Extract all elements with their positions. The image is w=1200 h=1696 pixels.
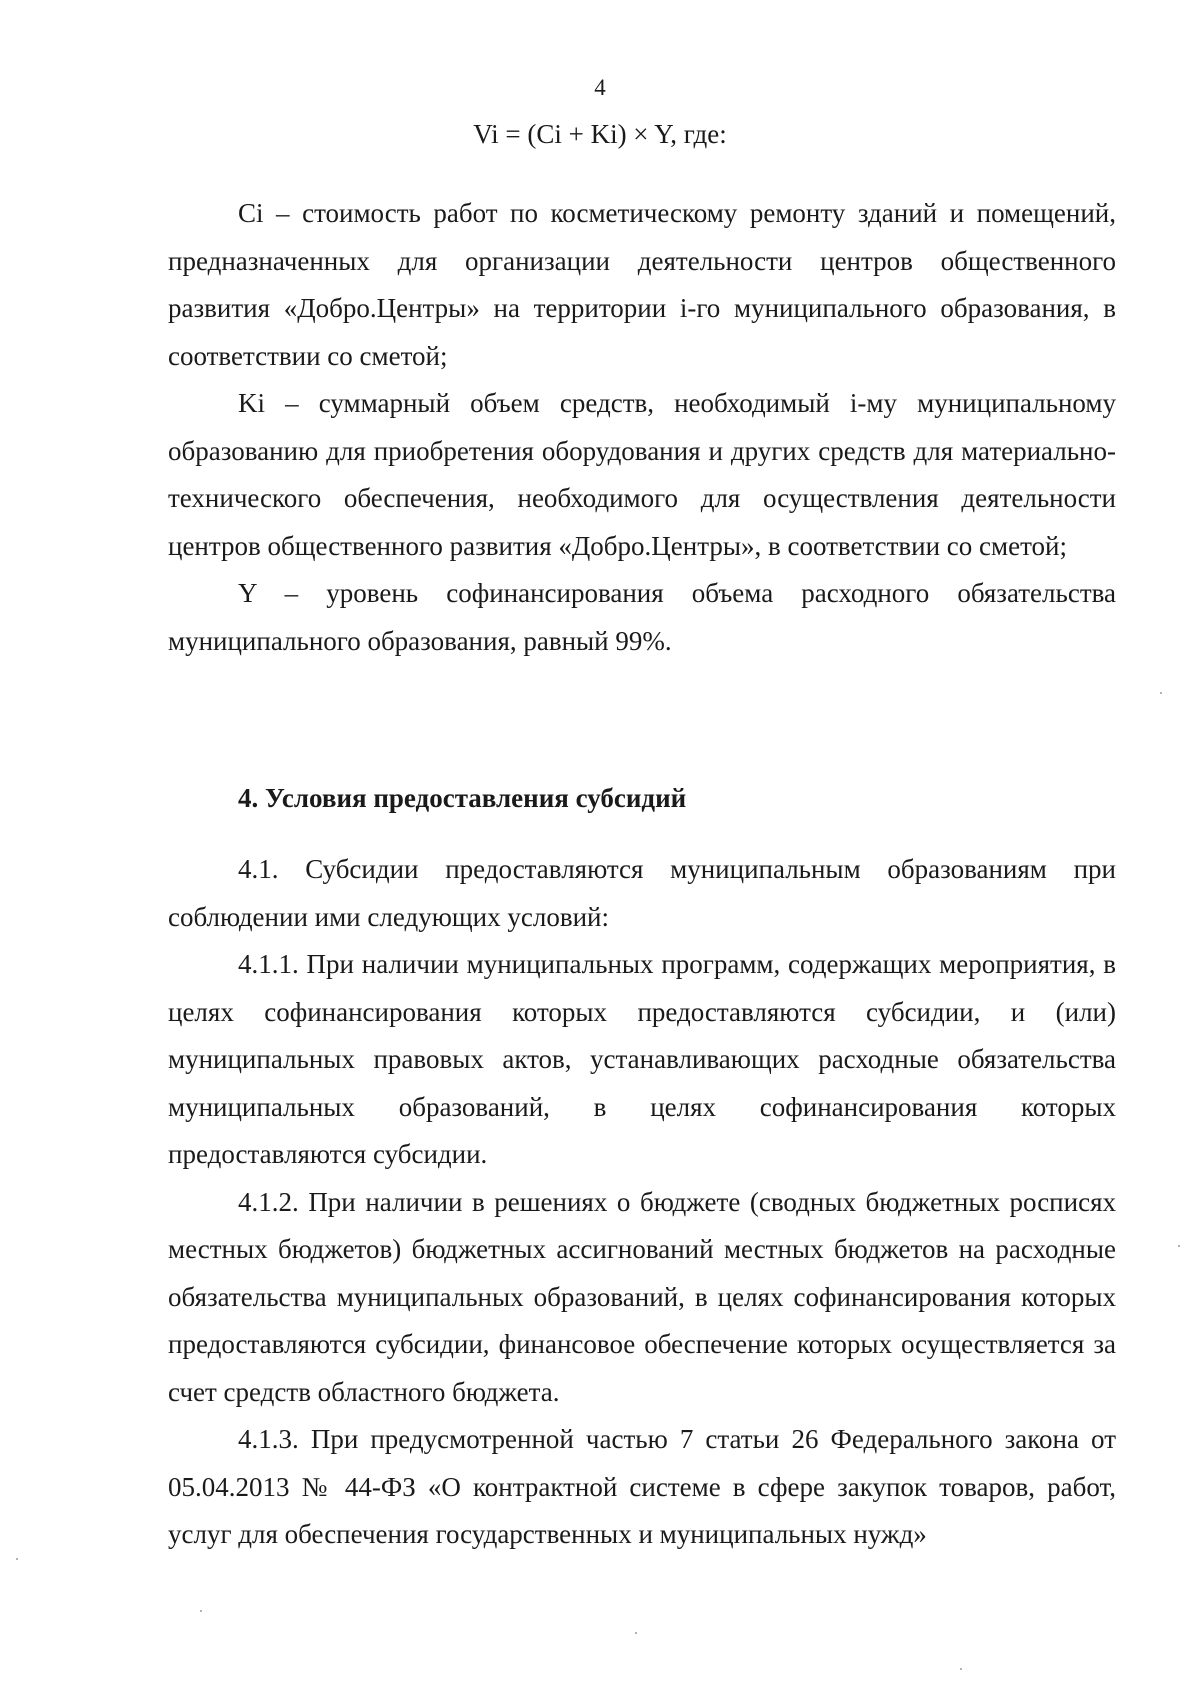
- definition-y: Y – уровень софинансирования объема расходного обязательства муниципального образования, равный 99%.: [168, 578, 1116, 656]
- scan-speck: [1178, 1245, 1180, 1247]
- scan-speck: [200, 1610, 202, 1612]
- definition-ki: Ki – суммарный объем средств, необходимый i-му муниципальному образованию для приобретения оборудования и других средств для материально-технического обеспечения, необходимого для осуществления деятельности центров общественного развития «Добро.Центры», в соответствии со сметой;: [168, 388, 1116, 561]
- scan-speck: [635, 1632, 637, 1634]
- formula-definitions: [168, 190, 1116, 665]
- subsidy-formula: Vi = (Ci + Ki) × Y, где:: [473, 119, 727, 149]
- section-heading: 4. Условия предоставления субсидий: [238, 783, 687, 813]
- conditions-section: [168, 846, 1116, 1559]
- clause-4-1-3: 4.1.3. При предусмотренной частью 7 статьи 26 Федерального закона от 05.04.2013 № 44-ФЗ «О контрактной системе в сфере закупок товаров, работ, услуг для обеспечения государственных и муниципальных нужд»: [168, 1424, 1116, 1549]
- clause-4-1-1: 4.1.1. При наличии муниципальных программ, содержащих мероприятия, в целях софинансирования которых предоставляются субсидии, и (или) муниципальных правовых актов, устанавливающих расходные обязательства муниципальных образований, в целях софинансирования которых предоставляются субсидии.: [168, 949, 1116, 1169]
- definition-ci: Ci – стоимость работ по косметическому ремонту зданий и помещений, предназначенных для организации деятельности центров общественного развития «Добро.Центры» на территории i-го муниципального образования, в соответствии со сметой;: [168, 198, 1116, 371]
- scan-speck: [1160, 692, 1162, 694]
- scan-speck: [960, 1668, 962, 1670]
- clause-4-1: 4.1. Субсидии предоставляются муниципальным образованиям при соблюдении ими следующих условий:: [168, 854, 1116, 932]
- clause-4-1-2: 4.1.2. При наличии в решениях о бюджете (сводных бюджетных росписях местных бюджетов) бюджетных ассигнований местных бюджетов на расходные обязательства муниципальных образований, в целях софинансирования которых предоставляются субсидии, финансовое обеспечение которых осуществляется за счет средств областного бюджета.: [168, 1186, 1116, 1407]
- page-number: 4: [594, 75, 606, 100]
- scan-speck: [16, 1558, 18, 1560]
